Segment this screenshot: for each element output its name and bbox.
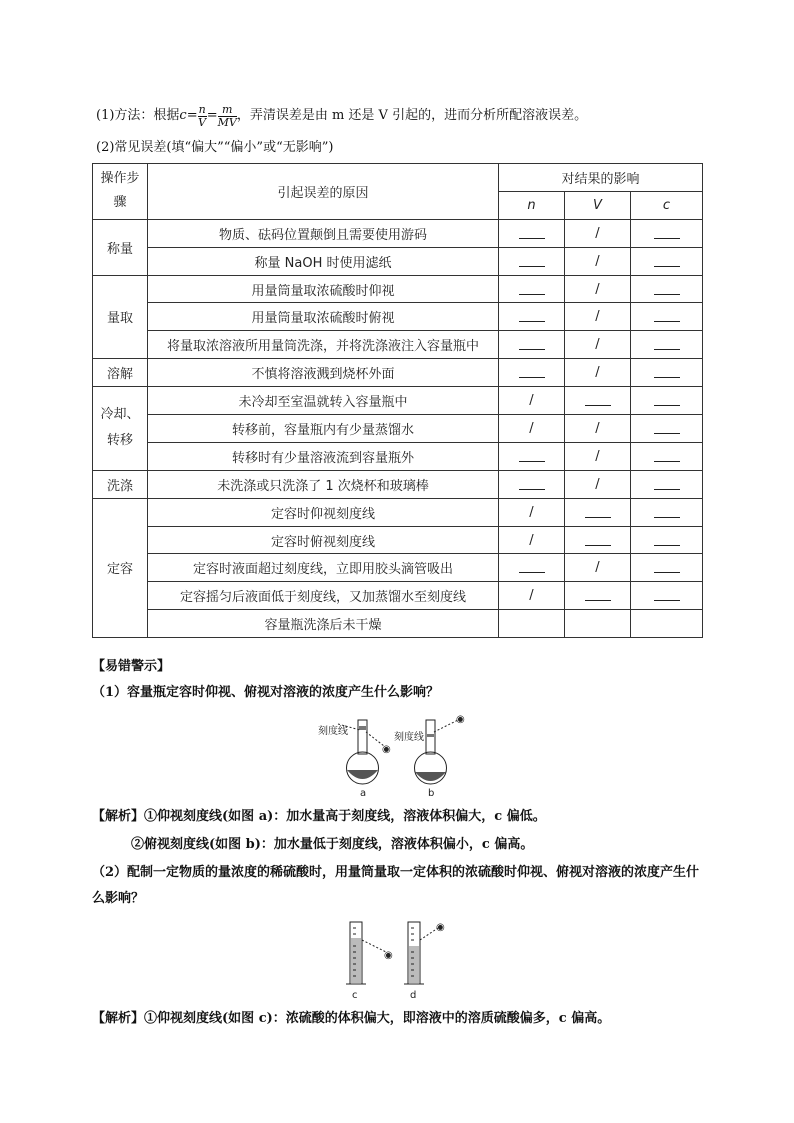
cell-V [565,526,631,554]
row-reason: 未冷却至室温就转入容量瓶中 [148,387,499,415]
method-prefix: (1)方法：根据 [96,108,180,123]
cylinder-c-icon [346,922,386,984]
common-errors-title: (2)常见误差(填“偏大”“偏小”或“无影响”) [96,140,334,155]
answer-blank[interactable] [519,256,545,267]
sub-V: V [565,191,631,219]
figure-measuring-cylinders [340,918,460,1002]
cell-V [565,219,631,247]
table-row [93,303,703,331]
cell-c [631,359,703,387]
answer-blank[interactable] [585,507,611,518]
col-step-l2: 骤 [113,195,127,211]
fraction-n-over-v [198,104,207,129]
cell-c [631,442,703,470]
cell-value: / [529,420,534,436]
warning-title: 【易错警示】 [92,659,171,674]
cell-V [565,387,631,415]
method-eq1: = [186,108,198,123]
table-row [93,247,703,275]
analysis-2-line-1 [92,1010,610,1028]
cell-c [631,303,703,331]
fig2-eye-d-icon: ◉ [436,922,445,933]
table-row [93,610,703,638]
table-row [93,498,703,526]
answer-blank[interactable] [654,367,680,378]
cell-n [499,331,565,359]
cell-c [631,554,703,582]
row-reason: 定容时仰视刻度线 [148,498,499,526]
cell-n [499,359,565,387]
cell-c [631,470,703,498]
col-effect-header: 对结果的影响 [499,164,703,192]
sub-c: c [631,191,703,219]
answer-blank[interactable] [654,451,680,462]
cell-value: / [595,309,600,325]
answer-blank[interactable] [654,479,680,490]
cell-value: / [529,588,534,604]
cell-value: / [529,393,534,409]
sub-n: n [499,191,565,219]
cell-c [631,219,703,247]
cell-c [631,526,703,554]
group-cool-l1: 冷却、 [100,407,140,423]
group-fix-volume: 定容 [93,498,148,637]
cell-n [499,219,565,247]
cell-c [631,415,703,443]
cell-c [631,610,703,638]
group-cool-transfer [93,387,148,471]
analysis-2-tag: 【解析】 [92,1011,145,1026]
table-row [93,470,703,498]
cell-value: / [595,225,600,241]
frac-m: m [218,104,237,117]
row-reason: 将量取浓溶液所用量筒洗涤，并将洗涤液注入容量瓶中 [148,331,499,359]
cylinder-d-icon [404,922,438,984]
cell-value: / [595,281,600,297]
answer-blank[interactable] [519,562,545,573]
answer-blank[interactable] [654,535,680,546]
question-2-line-2: 么影响？ [92,891,145,906]
cell-value: / [595,253,600,269]
cell-c [631,247,703,275]
table-row [93,415,703,443]
cell-n [499,415,565,443]
answer-blank[interactable] [654,507,680,518]
cell-value: / [595,420,600,436]
cell-V [565,275,631,303]
table-row [93,554,703,582]
analysis-1-line-1 [92,808,546,826]
answer-blank[interactable] [654,562,680,573]
cell-V [565,610,631,638]
col-reason-header: 引起误差的原因 [148,164,499,220]
analysis-1-text-1: ①仰视刻度线(如图 a)：加水量高于刻度线，溶液体积偏大，c 偏低。 [144,809,546,824]
fig2-eye-c-icon: ◉ [384,950,393,961]
cell-n [499,387,565,415]
cell-n [499,498,565,526]
table-row [93,331,703,359]
fig1-cap-a: a [360,788,367,798]
answer-blank[interactable] [654,311,680,322]
answer-blank[interactable] [585,395,611,406]
fig2-cap-d: d [410,990,417,1001]
row-reason: 用量筒量取浓硫酸时俯视 [148,303,499,331]
answer-blank[interactable] [654,339,680,350]
cell-V [565,470,631,498]
answer-blank[interactable] [654,395,680,406]
answer-blank[interactable] [519,228,545,239]
answer-blank[interactable] [585,535,611,546]
fig1-eye-b-icon: ◉ [456,714,465,725]
table-row [93,359,703,387]
cell-n [499,303,565,331]
cell-value: / [529,532,534,548]
cell-value: / [595,476,600,492]
answer-blank[interactable] [519,339,545,350]
flask-b-icon [415,720,459,784]
cell-n [499,554,565,582]
fig2-cap-c: c [352,990,358,1001]
cell-V [565,415,631,443]
frac-V: V [198,115,207,129]
cell-value: / [595,560,600,576]
col-step-header [93,164,148,220]
cell-c [631,275,703,303]
table-row [93,387,703,415]
cell-n [499,610,565,638]
cell-value: / [595,365,600,381]
table-row [93,526,703,554]
answer-blank[interactable] [519,311,545,322]
col-step-l1: 操作步 [100,171,140,187]
cell-n [499,275,565,303]
cell-n [499,247,565,275]
answer-blank[interactable] [654,423,680,434]
table-row [93,275,703,303]
answer-blank[interactable] [585,590,611,601]
frac-n: n [198,102,206,116]
row-reason: 定容时俯视刻度线 [148,526,499,554]
analysis-1-tag: 【解析】 [92,809,145,824]
cell-V [565,303,631,331]
cell-n [499,526,565,554]
cell-V [565,331,631,359]
fig1-eye-a-icon: ◉ [382,744,391,755]
group-dissolve: 溶解 [93,359,148,387]
cell-V [565,442,631,470]
cell-c [631,582,703,610]
answer-blank[interactable] [519,367,545,378]
row-reason: 定容时液面超过刻度线，立即用胶头滴管吸出 [148,554,499,582]
answer-blank[interactable] [654,228,680,239]
row-reason: 物质、砝码位置颠倒且需要使用游码 [148,219,499,247]
error-table [92,163,703,638]
method-eq2: = [206,108,218,123]
cell-n [499,582,565,610]
answer-blank[interactable] [519,479,545,490]
cell-c [631,331,703,359]
row-reason: 定容摇匀后液面低于刻度线，又加蒸馏水至刻度线 [148,582,499,610]
row-reason: 未洗涤或只洗涤了 1 次烧杯和玻璃棒 [148,470,499,498]
cell-c [631,387,703,415]
table-row [93,582,703,610]
fraction-m-over-mv [218,104,237,129]
fig1-label-a: 刻度线 [318,726,348,737]
row-reason: 容量瓶洗涤后未干燥 [148,610,499,638]
cell-V [565,554,631,582]
frac-MV: MV [217,115,237,129]
method-line [96,103,587,129]
answer-blank[interactable] [519,284,545,295]
method-c: c [179,108,187,123]
cell-value: / [595,337,600,353]
group-weigh: 称量 [93,219,148,275]
answer-blank[interactable] [654,590,680,601]
row-reason: 称量 NaOH 时使用滤纸 [148,247,499,275]
cell-c [631,498,703,526]
row-reason: 不慎将溶液溅到烧杯外面 [148,359,499,387]
method-suffix: ，弄清误差是由 m 还是 V 引起的，进而分析所配溶液误差。 [236,108,588,123]
fig1-cap-b: b [428,788,435,798]
cell-V [565,359,631,387]
figure-volumetric-flasks [318,712,478,798]
answer-blank[interactable] [519,451,545,462]
answer-blank[interactable] [654,256,680,267]
group-measure: 量取 [93,275,148,359]
table-row [93,219,703,247]
cell-n [499,442,565,470]
answer-blank[interactable] [654,284,680,295]
cell-n [499,470,565,498]
row-reason: 用量筒量取浓硫酸时仰视 [148,275,499,303]
cell-value: / [595,448,600,464]
cell-value: / [529,504,534,520]
row-reason: 转移时有少量溶液流到容量瓶外 [148,442,499,470]
question-1: （1）容量瓶定容时仰视、俯视对溶液的浓度产生什么影响？ [92,685,440,700]
table-row [93,442,703,470]
group-wash: 洗涤 [93,470,148,498]
cell-V [565,582,631,610]
cell-V [565,247,631,275]
fig1-label-b: 刻度线 [394,732,424,743]
row-reason: 转移前，容量瓶内有少量蒸馏水 [148,415,499,443]
analysis-1-line-2: ②俯视刻度线(如图 b)：加水量低于刻度线，溶液体积偏小，c 偏高。 [131,837,534,852]
question-2-line-1: （2）配制一定物质的量浓度的稀硫酸时，用量筒量取一定体积的浓硫酸时仰视、俯视对溶液的浓度产生什 [92,865,700,880]
analysis-2-text-1: ①仰视刻度线(如图 c)：浓硫酸的体积偏大，即溶液中的溶质硫酸偏多，c 偏高。 [144,1011,611,1026]
cell-V [565,498,631,526]
group-cool-l2: 转移 [106,433,133,449]
